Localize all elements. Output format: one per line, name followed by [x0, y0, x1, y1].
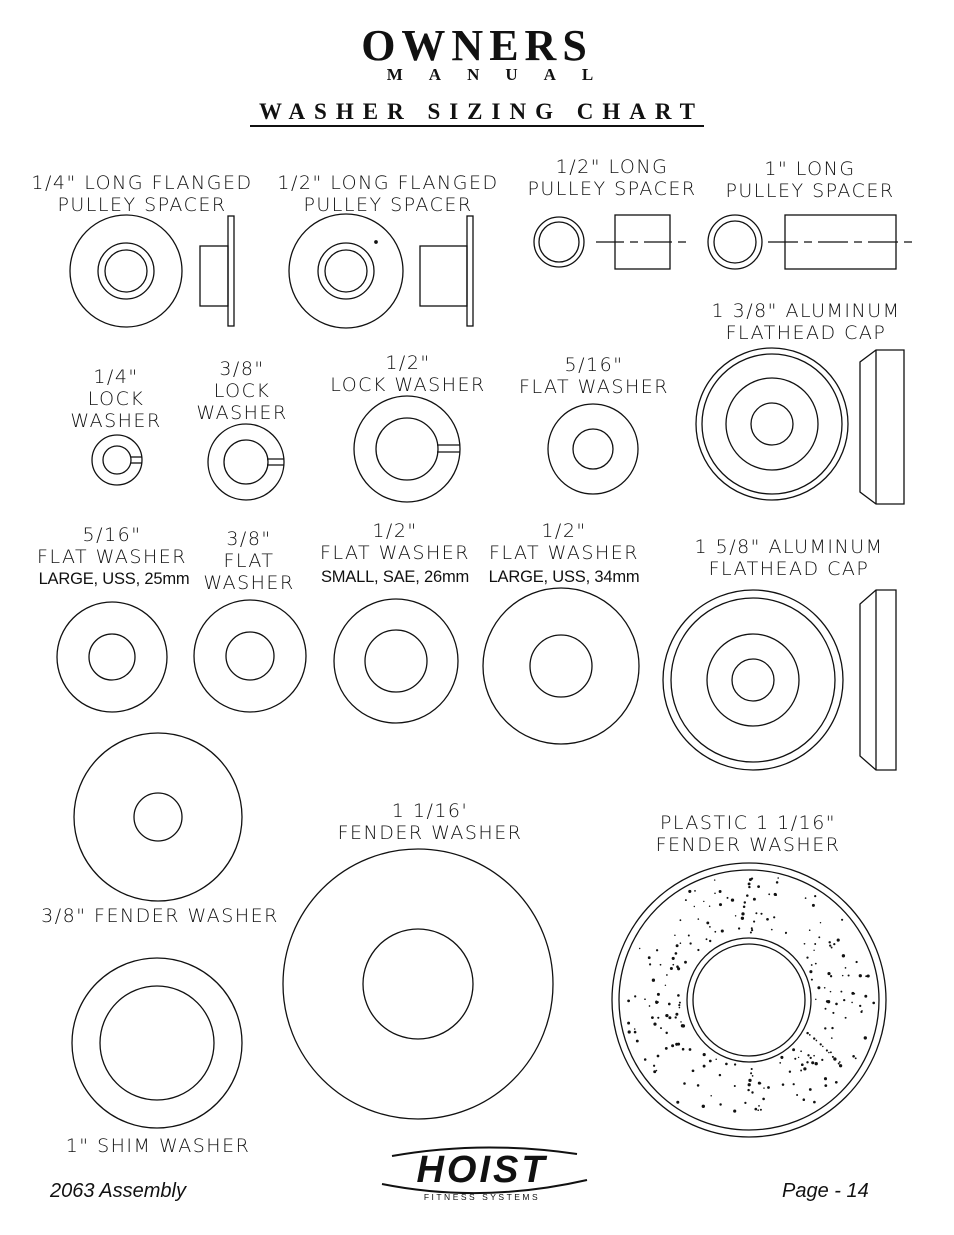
flat-washer-38-drawing	[194, 600, 306, 712]
cap-138-drawing	[696, 348, 904, 504]
page-number: Page - 14	[782, 1180, 869, 1202]
label-flanged-half: 1/2" LONG FLANGED PULLEY SPACER	[277, 172, 499, 216]
fender-washer-1116-drawing	[283, 849, 553, 1119]
label-flat-half-large: 1/2" FLAT WASHER	[489, 520, 639, 564]
lock-washer-38-drawing	[208, 424, 284, 500]
chart-title: WASHER SIZING CHART	[0, 98, 954, 126]
label-cap-158: 1 5/8" ALUMINUM FLATHEAD CAP	[694, 536, 884, 580]
label-flat-half-small: 1/2" FLAT WASHER	[320, 520, 470, 564]
label-shim-one: 1" SHIM WASHER	[65, 1135, 251, 1157]
flat-washer-half-large-drawing	[483, 588, 639, 744]
label-lock-quarter: 1/4" LOCK WASHER	[70, 366, 162, 432]
flat-washer-half-small-drawing	[334, 599, 458, 723]
label-flat-38: 3/8" FLAT WASHER	[203, 528, 295, 594]
lock-washer-quarter-drawing	[92, 435, 142, 485]
spec-flat-half-large: LARGE, USS, 34mm	[488, 568, 640, 586]
manual-subtitle: MANUAL	[386, 65, 620, 84]
manual-title: OWNERS	[361, 21, 593, 70]
label-pulley-one: 1" LONG PULLEY SPACER	[725, 158, 895, 202]
label-fender-38: 3/8" FENDER WASHER	[41, 905, 279, 927]
flanged-spacer-quarter-drawing	[70, 215, 234, 327]
spec-flat-516-large: LARGE, USS, 25mm	[38, 570, 190, 588]
flanged-spacer-half-drawing	[289, 214, 473, 328]
label-flat-516-large: 5/16" FLAT WASHER	[37, 524, 187, 568]
footer-section: 2063 Assembly	[50, 1180, 186, 1202]
fender-washer-38-drawing	[74, 733, 242, 901]
pulley-spacer-half-drawing	[534, 215, 692, 269]
label-fender-1116: 1 1/16' FENDER WASHER	[337, 800, 523, 844]
label-lock-half: 1/2" LOCK WASHER	[330, 352, 486, 396]
label-plastic-fender: PLASTIC 1 1/16" FENDER WASHER	[655, 812, 841, 856]
flat-washer-516-large-drawing	[57, 602, 167, 712]
shim-washer-one-drawing	[72, 958, 242, 1128]
cap-158-drawing	[663, 590, 896, 770]
label-lock-38: 3/8" LOCK WASHER	[196, 358, 288, 424]
label-flat-516: 5/16" FLAT WASHER	[519, 354, 669, 398]
label-pulley-half: 1/2" LONG PULLEY SPACER	[527, 156, 697, 200]
label-flanged-quarter: 1/4" LONG FLANGED PULLEY SPACER	[31, 172, 253, 216]
lock-washer-half-drawing	[354, 396, 460, 502]
flat-washer-516-drawing	[548, 404, 638, 494]
hoist-logo: HOIST FITNESS SYSTEMS	[372, 1144, 592, 1210]
spec-flat-half-small: SMALL, SAE, 26mm	[320, 568, 470, 586]
pulley-spacer-one-drawing	[708, 215, 915, 269]
label-cap-138: 1 3/8" ALUMINUM FLATHEAD CAP	[711, 300, 901, 344]
plastic-fender-washer-drawing	[612, 863, 886, 1137]
